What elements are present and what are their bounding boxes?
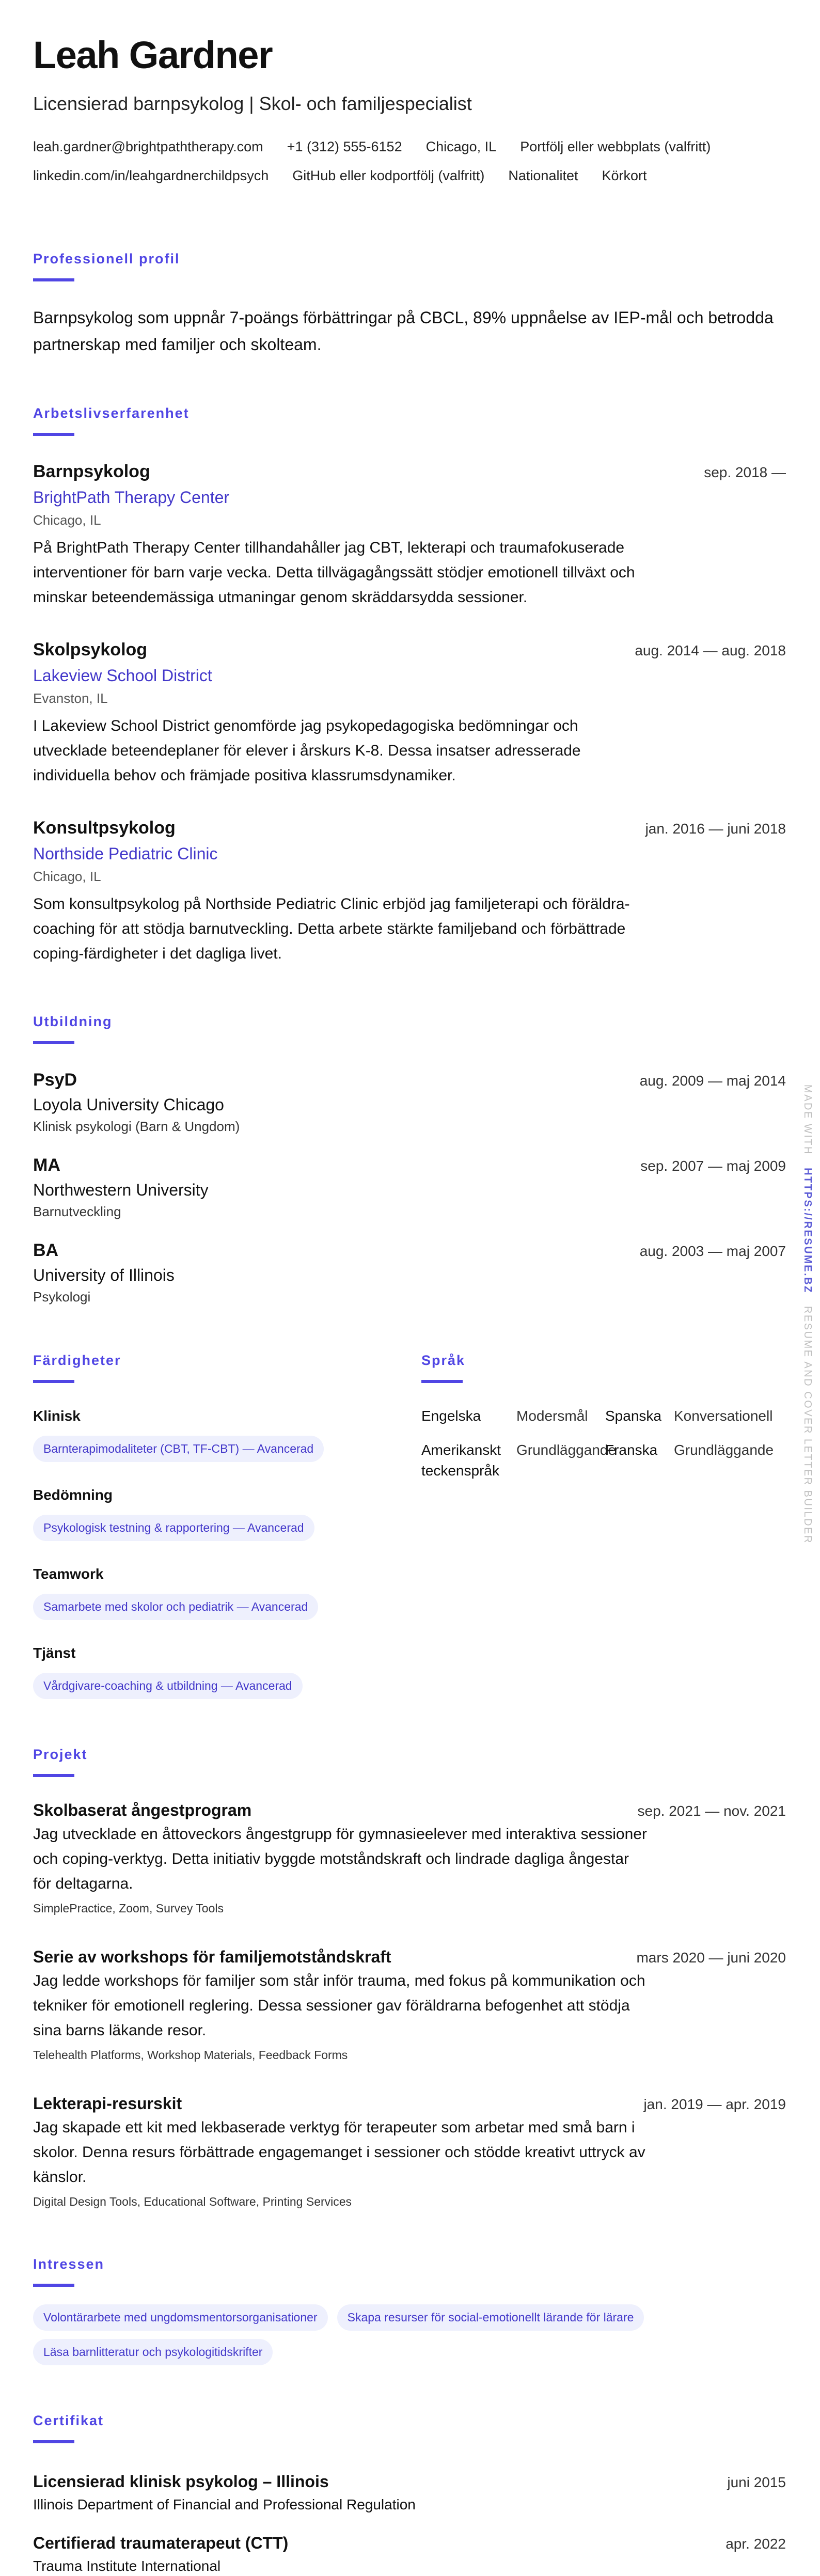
experience-entry <box>33 818 786 966</box>
section-divider <box>33 278 74 281</box>
section-title: Språk <box>421 1353 466 1368</box>
language-name: Amerikanskt teckenspråk <box>421 1442 501 1479</box>
job-description: Som konsultpsykolog på Northside Pediatric Clinic erbjöd jag familjeterapi och föräldra-coaching för att stödja barnutveckling. Detta arbete stärkte familjeband och förbättrade coping-färdigheter i det dagliga livet. <box>33 896 630 962</box>
contact-location: Chicago, IL <box>425 139 497 154</box>
section-title: Utbildning <box>33 1014 113 1029</box>
skill-category: Tjänst <box>33 1645 76 1661</box>
job-location: Evanston, IL <box>33 690 108 706</box>
section-title: Arbetslivserfarenhet <box>33 405 190 421</box>
job-date: jan. 2016 — juni 2018 <box>645 821 786 837</box>
job-location: Chicago, IL <box>33 512 101 528</box>
profile-section <box>33 251 786 358</box>
builder-watermark <box>798 1085 813 1544</box>
job-date: aug. 2014 — aug. 2018 <box>635 642 786 658</box>
education-entry <box>33 1070 786 1135</box>
section-divider <box>33 2440 74 2443</box>
job-date: sep. 2018 — <box>704 464 786 480</box>
certificate-issuer: Trauma Institute International <box>33 2558 221 2574</box>
field-of-study: Barnutveckling <box>33 1204 121 1219</box>
degree: MA <box>33 1155 60 1175</box>
interest-chip: Skapa resurser för social-emotionellt lärande för lärare <box>337 2304 644 2331</box>
school-name: University of Illinois <box>33 1266 175 1284</box>
project-entry <box>33 1801 786 1915</box>
project-name: Serie av workshops för familjemotståndskraft <box>33 1947 391 1966</box>
project-date: mars 2020 — juni 2020 <box>636 1950 786 1966</box>
skill-category: Teamwork <box>33 1566 104 1582</box>
resume-page <box>33 0 786 2574</box>
project-tools: Telehealth Platforms, Workshop Materials, Feedback Forms <box>33 2048 348 2062</box>
education-entry <box>33 1240 786 1305</box>
certificate-date: juni 2015 <box>727 2474 786 2490</box>
language-name: Spanska <box>605 1408 661 1424</box>
company-name: Northside Pediatric Clinic <box>33 844 218 863</box>
contact-portfolio[interactable]: Portfölj eller webbplats (valfritt) <box>520 139 711 154</box>
field-of-study: Klinisk psykologi (Barn & Ungdom) <box>33 1119 240 1134</box>
school-name: Loyola University Chicago <box>33 1095 224 1114</box>
section-title: Intressen <box>33 2256 105 2272</box>
project-description: Jag skapade ett kit med lekbaserade verktyg för terapeuter som arbetar med små barn i skolor. Denna resurs förbättrade engagemanget i sessioner och stödde kreativt uttryck av känslor. <box>33 2119 645 2186</box>
degree: BA <box>33 1240 59 1260</box>
project-tools: Digital Design Tools, Educational Software, Printing Services <box>33 2195 352 2208</box>
interest-list <box>33 2304 786 2365</box>
section-divider <box>421 1380 463 1383</box>
education-entry <box>33 1155 786 1220</box>
watermark-suffix: RESUME AND COVER LETTER BUILDER <box>802 1306 813 1544</box>
skill-chip: Vårdgivare-coaching & utbildning — Avancerad <box>33 1673 303 1699</box>
certificate-name: Licensierad klinisk psykolog – Illinois <box>33 2472 329 2491</box>
job-description: På BrightPath Therapy Center tillhandahåller jag CBT, lekterapi och traumafokuserade interventioner för barn varje vecka. Detta tillvägagångssätt stödjer emotionell tillväxt och minskar beteendemässiga utmaningar genom skräddarsydda sessioner. <box>33 539 635 606</box>
job-title: Skolpsykolog <box>33 640 148 659</box>
experience-entry <box>33 640 786 788</box>
contact-license: Körkort <box>602 168 647 183</box>
project-tools: SimplePractice, Zoom, Survey Tools <box>33 1902 224 1915</box>
project-name: Lekterapi-resurskit <box>33 2094 182 2113</box>
interests-section <box>33 2256 786 2365</box>
certificate-date: apr. 2022 <box>726 2536 786 2552</box>
skill-category: Klinisk <box>33 1408 81 1424</box>
section-title: Färdigheter <box>33 1353 121 1368</box>
section-title: Professionell profil <box>33 251 180 266</box>
job-title: Barnpsykolog <box>33 462 150 481</box>
resume-header <box>33 36 786 190</box>
contact-email[interactable]: leah.gardner@brightpaththerapy.com <box>33 139 263 154</box>
project-entry <box>33 2094 786 2209</box>
education-date: aug. 2009 — maj 2014 <box>639 1073 786 1089</box>
interest-chip: Volontärarbete med ungdomsmentorsorganisationer <box>33 2304 328 2331</box>
language-name: Franska <box>605 1442 658 1458</box>
skill-chip: Barnterapimodaliteter (CBT, TF-CBT) — Avancerad <box>33 1436 324 1462</box>
company-name: Lakeview School District <box>33 666 212 685</box>
certificate-issuer: Illinois Department of Financial and Professional Regulation <box>33 2496 416 2512</box>
contact-github[interactable]: GitHub eller kodportfölj (valfritt) <box>292 168 485 183</box>
degree: PsyD <box>33 1070 77 1090</box>
language-level: Grundläggande <box>674 1442 774 1458</box>
contact-nationality: Nationalitet <box>508 168 578 183</box>
candidate-name: Leah Gardner <box>33 34 273 76</box>
section-divider <box>33 1041 74 1044</box>
certificate-entry <box>33 2472 786 2513</box>
certificates-section <box>33 2413 786 2574</box>
language-level: Grundläggande <box>516 1442 617 1458</box>
section-title: Projekt <box>33 1747 88 1762</box>
project-description: Jag utvecklade en åttoveckors ångestgrupp för gymnasieelever med interaktiva sessioner och coping-verktyg. Detta initiativ byggde motståndskraft och lindrade dagliga ångestar för deltagarna. <box>33 1826 647 1892</box>
field-of-study: Psykologi <box>33 1289 91 1305</box>
language-list <box>421 1406 786 1481</box>
language-level: Konversationell <box>674 1408 773 1424</box>
experience-section <box>33 405 786 966</box>
contact-phone[interactable]: +1 (312) 555-6152 <box>287 139 402 154</box>
skills-languages-row <box>33 1353 786 1699</box>
education-date: sep. 2007 — maj 2009 <box>640 1158 786 1174</box>
projects-section <box>33 1747 786 2209</box>
profile-text: Barnpsykolog som uppnår 7-poängs förbättringar på CBCL, 89% uppnåelse av IEP-mål och betrodda partnerskap med familjer och skolteam. <box>33 308 774 354</box>
section-divider <box>33 2284 74 2287</box>
interest-chip: Läsa barnlitteratur och psykologitidskrifter <box>33 2339 273 2365</box>
job-description: I Lakeview School District genomförde jag psykopedagogiska bedömningar och utvecklade beteendeplaner för elever i årskurs K-8. Dessa insatser adresserade individuella behov och främjade positiva klassrumsdynamiker. <box>33 717 581 784</box>
project-name: Skolbaserat ångestprogram <box>33 1801 252 1819</box>
contact-list <box>33 132 786 190</box>
certificate-entry <box>33 2534 786 2574</box>
certificate-name: Certifierad traumaterapeut (CTT) <box>33 2534 289 2552</box>
education-date: aug. 2003 — maj 2007 <box>639 1243 786 1259</box>
section-title: Certifikat <box>33 2413 104 2428</box>
section-divider <box>33 1380 74 1383</box>
candidate-headline: Licensierad barnpsykolog | Skol- och familjespecialist <box>33 93 472 114</box>
school-name: Northwestern University <box>33 1181 209 1199</box>
watermark-link[interactable]: HTTPS://RESUME.BZ <box>802 1168 813 1294</box>
job-title: Konsultpsykolog <box>33 818 176 838</box>
experience-entry <box>33 462 786 610</box>
skill-chip: Samarbete med skolor och pediatrik — Avancerad <box>33 1594 318 1620</box>
project-date: jan. 2019 — apr. 2019 <box>643 2096 786 2112</box>
section-divider <box>33 433 74 436</box>
project-description: Jag ledde workshops för familjer som står inför trauma, med fokus på kommunikation och tekniker för emotionell reglering. Dessa sessioner gav föräldrarna befogenhet att stödja sina barns läkande resor. <box>33 1972 645 2039</box>
language-name: Engelska <box>421 1408 481 1424</box>
language-level: Modersmål <box>516 1408 588 1424</box>
project-date: sep. 2021 — nov. 2021 <box>637 1803 786 1819</box>
skills-section <box>33 1353 421 1699</box>
company-name: BrightPath Therapy Center <box>33 488 230 507</box>
section-divider <box>33 1774 74 1777</box>
contact-linkedin[interactable]: linkedin.com/in/leahgardnerchildpsych <box>33 168 269 183</box>
education-section <box>33 1014 786 1305</box>
languages-section <box>421 1353 786 1699</box>
skill-chip: Psykologisk testning & rapportering — Avancerad <box>33 1515 314 1541</box>
watermark-prefix: MADE WITH <box>802 1085 813 1155</box>
project-entry <box>33 1947 786 2062</box>
job-location: Chicago, IL <box>33 869 101 884</box>
skill-category: Bedömning <box>33 1487 113 1503</box>
